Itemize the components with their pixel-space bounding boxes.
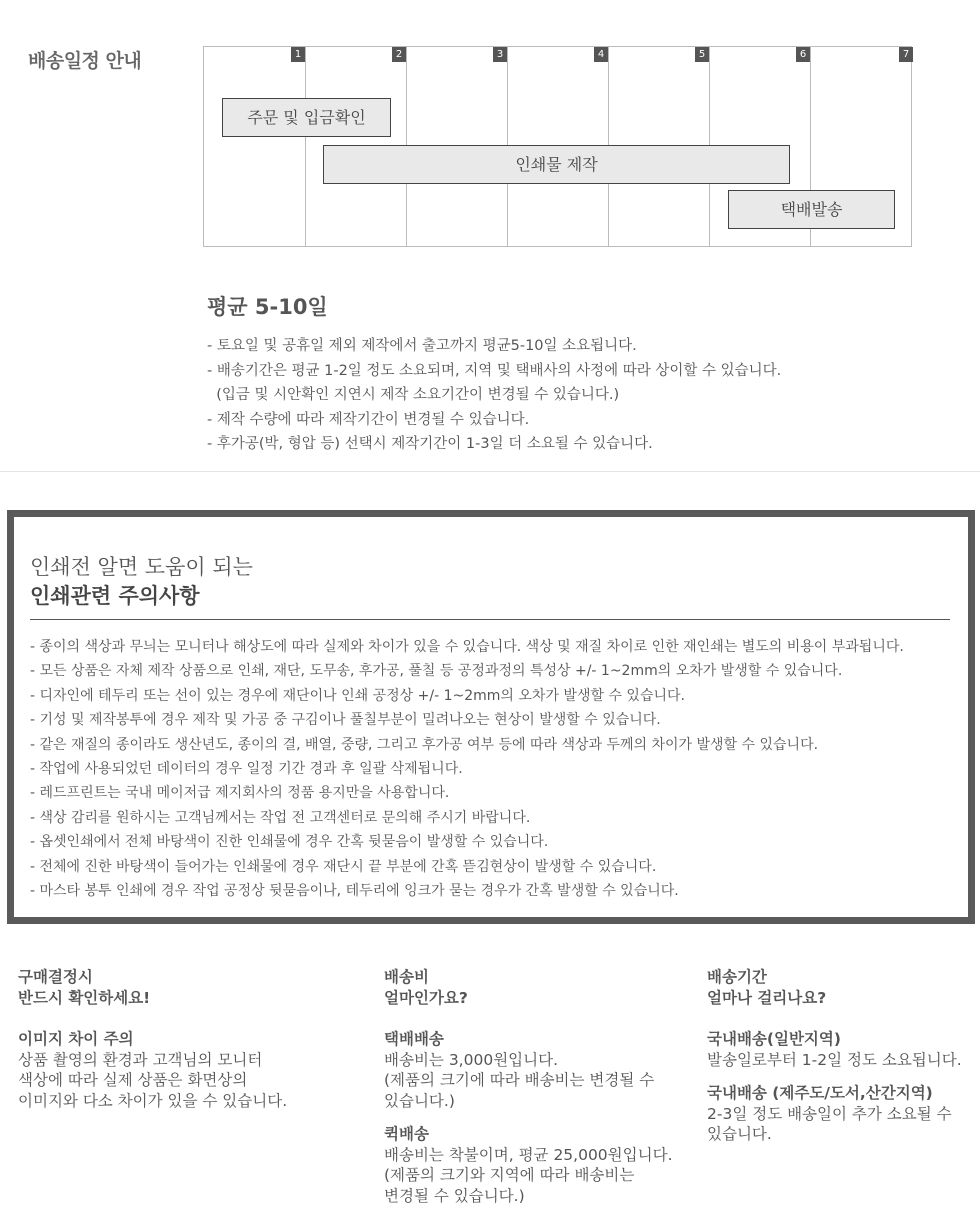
section-divider (0, 471, 980, 472)
purchase-heading-2: 반드시 확인하세요! (18, 988, 151, 1007)
note-item: (입금 및 시안확인 지연시 제작 소요기간이 변경될 수 있습니다.) (207, 387, 620, 403)
info-shipping-time (707, 967, 977, 1145)
parcel-delivery-subheading: 택배배송 (384, 1030, 444, 1048)
schedule-title: 배송일정 안내 (28, 50, 142, 72)
notice-item: - 전체에 진한 바탕색이 들어가는 인쇄물에 경우 재단시 끝 부분에 간혹 뜯김현상이 발생할 수 있습니다. (30, 858, 657, 875)
bar-production: 인쇄물 제작 (323, 145, 790, 184)
shipping-time-heading-2: 얼마나 걸리나요? (707, 988, 827, 1007)
domestic-general-subheading: 국내배송(일반지역) (707, 1030, 841, 1048)
shipping-time-heading-1: 배송기간 (707, 968, 767, 986)
notice-rule (30, 619, 950, 620)
info-shipping-cost (384, 967, 694, 1206)
notice-item: - 작업에 사용되었던 데이터의 경우 일정 기간 경과 후 일괄 삭제됩니다. (30, 761, 463, 778)
shipping-time-line: 있습니다. (707, 1125, 772, 1143)
shipping-cost-heading-1: 배송비 (384, 968, 429, 986)
shipping-time-line: 발송일로부터 1-2일 정도 소요됩니다. (707, 1050, 962, 1069)
purchase-subheading: 이미지 차이 주의 (18, 1030, 134, 1048)
notice-item: - 종이의 색상과 무늬는 모니터나 해상도에 따라 실제와 차이가 있을 수 있습니다. 색상 및 재질 차이로 인한 재인쇄는 별도의 비용이 부과됩니다. (30, 639, 904, 655)
notice-item: - 옵셋인쇄에서 전체 바탕색이 진한 인쇄물에 경우 간혹 뒷묻음이 발생할 수 있습니다. (30, 834, 549, 851)
average-title: 평균 5-10일 (207, 295, 328, 319)
purchase-line: 이미지와 다소 차이가 있을 수 있습니다. (18, 1091, 288, 1110)
note-item: - 제작 수량에 따라 제작기간이 변경될 수 있습니다. (207, 411, 530, 428)
day-3-badge: 3 (493, 47, 507, 62)
info-purchase (18, 967, 368, 1111)
notice-item: - 마스타 봉투 인쇄에 경우 작업 공정상 뒷묻음이나, 테두리에 잉크가 묻는 경우가 간혹 발생할 수 있습니다. (30, 883, 679, 900)
notice-item: - 디자인에 테두리 또는 선이 있는 경우에 재단이나 인쇄 공정상 +/- 1~2mm의 오차가 발생할 수 있습니다. (30, 687, 685, 704)
purchase-heading-1: 구매결정시 (18, 968, 93, 986)
notice-list (30, 635, 904, 903)
shipping-cost-line: 배송비는 착불이며, 평균 25,000원입니다. (384, 1145, 673, 1164)
shipping-cost-line: 변경될 수 있습니다.) (384, 1186, 525, 1205)
schedule-grid (203, 46, 912, 247)
day-4-badge: 4 (594, 47, 608, 62)
purchase-line: 색상에 따라 실제 상품은 화면상의 (18, 1071, 248, 1089)
shipping-cost-line: 있습니다.) (384, 1091, 455, 1110)
shipping-cost-line: 배송비는 3,000원입니다. (384, 1050, 559, 1069)
day-1-badge: 1 (291, 47, 305, 62)
shipping-cost-heading-2: 얼마인가요? (384, 988, 468, 1007)
bar-order-confirm: 주문 및 입금확인 (222, 98, 391, 137)
purchase-line: 상품 촬영의 환경과 고객님의 모니터 (18, 1050, 263, 1069)
quick-delivery-subheading: 퀵배송 (384, 1125, 429, 1143)
notice-title: 인쇄관련 주의사항 (30, 584, 200, 608)
notice-item: - 기성 및 제작봉투에 경우 제작 및 가공 중 구김이나 풀칠부분이 밀려나오는 현상이 발생할 수 있습니다. (30, 712, 661, 729)
notice-item: - 같은 재질의 종이라도 생산년도, 종이의 결, 배열, 중량, 그리고 후가공 여부 등에 따라 색상과 두께의 차이가 발생할 수 있습니다. (30, 736, 819, 753)
domestic-remote-subheading: 국내배송 (제주도/도서,산간지역) (707, 1084, 933, 1102)
day-7-badge: 7 (899, 47, 913, 62)
day-6-badge: 6 (796, 47, 810, 62)
shipping-cost-line: (제품의 크기와 지역에 따라 배송비는 (384, 1166, 635, 1184)
day-2-badge: 2 (392, 47, 406, 62)
note-item: - 후가공(박, 형압 등) 선택시 제작기간이 1-3일 더 소요될 수 있습니다. (207, 436, 653, 452)
note-item: - 토요일 및 공휴일 제외 제작에서 출고까지 평균5-10일 소요됩니다. (207, 338, 637, 354)
note-item: - 배송기간은 평균 1-2일 정도 소요되며, 지역 및 택배사의 사정에 따라 상이할 수 있습니다. (207, 362, 782, 379)
notice-item: - 모든 상품은 자체 제작 상품으로 인쇄, 재단, 도무송, 후가공, 풀칠 등 공정과정의 특성상 +/- 1~2mm의 오차가 발생할 수 있습니다. (30, 663, 843, 680)
notice-item: - 레드프린트는 국내 메이저급 제지회사의 정품 용지만을 사용합니다. (30, 785, 450, 802)
shipping-time-line: 2-3일 정도 배송일이 추가 소요될 수 (707, 1104, 952, 1123)
notice-item: - 색상 감리를 원하시는 고객님께서는 작업 전 고객센터로 문의해 주시기 바랍니다. (30, 809, 531, 826)
shipping-cost-line: (제품의 크기에 따라 배송비는 변경될 수 (384, 1071, 655, 1089)
bar-shipping: 택배발송 (728, 190, 895, 229)
day-5-badge: 5 (695, 47, 709, 62)
grid-divider (305, 47, 306, 246)
schedule-notes (207, 334, 781, 457)
notice-subtitle: 인쇄전 알면 도움이 되는 (30, 555, 253, 579)
